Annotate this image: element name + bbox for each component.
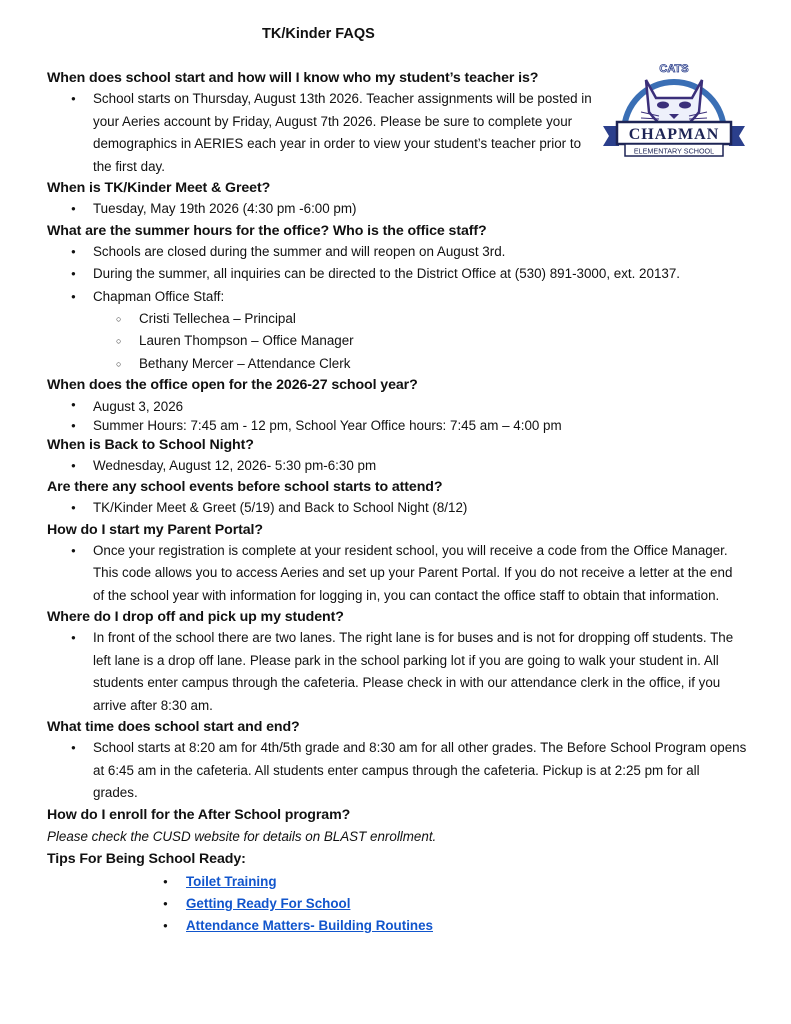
faq-answer-bullet: ● August 3, 2026 bbox=[47, 395, 747, 416]
faq-question: Tips For Being School Ready: bbox=[47, 850, 246, 867]
faq-answer-bullet: ● School starts on Thursday, August 13th 2026. Teacher assignments will be posted in your Aeries account by Friday, August 7th 2026. Please be sure to complete your demographics in AERIES each year in order to view your student’s teacher prior to the first day. bbox=[47, 88, 603, 178]
faq-answer-bullet: ● Schools are closed during the summer and will reopen on August 3rd. bbox=[47, 241, 747, 264]
faq-content bbox=[47, 68, 747, 937]
faq-question: When is Back to School Night? bbox=[47, 436, 254, 453]
faq-question: When is TK/Kinder Meet & Greet? bbox=[47, 180, 271, 196]
faq-question: Are there any school events before school starts to attend? bbox=[47, 479, 443, 496]
faq-answer-bullet: ● Summer Hours: 7:45 am - 12 pm, School Year Office hours: 7:45 am – 4:00 pm bbox=[47, 416, 747, 435]
faq-section-school-start bbox=[47, 68, 747, 178]
staff-member: ○ Bethany Mercer – Attendance Clerk bbox=[47, 353, 747, 375]
faq-section-meet-greet bbox=[47, 178, 747, 221]
faq-section-after-school bbox=[47, 805, 747, 849]
faq-section-summer-hours bbox=[47, 221, 747, 375]
faq-section-parent-portal bbox=[47, 520, 747, 608]
faq-question: When does school start and how will I know who my student’s teacher is? bbox=[47, 70, 539, 86]
faq-question: What time does school start and end? bbox=[47, 719, 300, 736]
faq-answer-bullet: ● Wednesday, August 12, 2026- 5:30 pm-6:30 pm bbox=[47, 455, 747, 478]
faq-section-events bbox=[47, 477, 747, 520]
faq-question: What are the summer hours for the office? Who is the office staff? bbox=[47, 222, 487, 239]
document-title: TK/Kinder FAQS bbox=[262, 26, 375, 42]
tips-list-item bbox=[47, 893, 747, 915]
staff-member: ○ Lauren Thompson – Office Manager bbox=[47, 330, 747, 352]
faq-question: When does the office open for the 2026-27 school year? bbox=[47, 376, 418, 393]
link-attendance-matters[interactable]: Attendance Matters- Building Routines bbox=[186, 917, 433, 933]
faq-section-tips bbox=[47, 849, 747, 937]
staff-member: ○ Cristi Tellechea – Principal bbox=[47, 308, 747, 330]
logo-cats-text: CATS bbox=[659, 63, 689, 75]
link-toilet-training[interactable]: Toilet Training bbox=[186, 873, 277, 889]
faq-answer-bullet: ● Tuesday, May 19th 2026 (4:30 pm -6:00 pm) bbox=[47, 198, 747, 221]
tips-list-item bbox=[47, 871, 747, 893]
faq-answer-bullet: ● School starts at 8:20 am for 4th/5th grade and 8:30 am for all other grades. The Before School Program opens at 6:45 am in the cafeteria. All students enter campus through the cafeteria. Pickup is at 2:25 pm for all grades. bbox=[47, 737, 747, 805]
faq-section-school-times bbox=[47, 717, 747, 805]
faq-question: How do I start my Parent Portal? bbox=[47, 521, 263, 538]
logo-subtitle-text: ELEMENTARY SCHOOL bbox=[633, 146, 715, 156]
faq-answer-bullet: ● During the summer, all inquiries can be directed to the District Office at (530) 891-3000, ext. 20137. bbox=[47, 263, 747, 286]
tips-links-list bbox=[47, 871, 747, 937]
logo-name-text: CHAPMAN bbox=[628, 126, 720, 143]
faq-answer-bullet: ● Chapman Office Staff: bbox=[47, 286, 747, 309]
faq-section-back-to-school bbox=[47, 435, 747, 478]
faq-question: How do I enroll for the After School program? bbox=[47, 806, 351, 823]
faq-answer-bullet: ● Once your registration is complete at your resident school, you will receive a code from the Office Manager. This code allows you to access Aeries and set up your Parent Portal. If you do not receive a letter at the end of the school year with information for logging in, you can contact the office staff to obtain that information. bbox=[47, 540, 747, 608]
after-school-note: Please check the CUSD website for details on BLAST enrollment. bbox=[47, 828, 437, 844]
faq-section-drop-off bbox=[47, 607, 747, 717]
faq-answer-bullet: ● TK/Kinder Meet & Greet (5/19) and Back to School Night (8/12) bbox=[47, 497, 747, 520]
link-getting-ready-for-school[interactable]: Getting Ready For School bbox=[186, 895, 351, 911]
faq-section-office-open bbox=[47, 375, 747, 435]
office-staff-list bbox=[47, 308, 747, 375]
faq-question: Where do I drop off and pick up my student? bbox=[47, 609, 344, 626]
tips-list-item bbox=[47, 915, 747, 937]
faq-answer-bullet: ● In front of the school there are two lanes. The right lane is for buses and is not for dropping off students. The left lane is a drop off lane. Please park in the school parking lot if you are going to walk your student in. All students enter campus through the cafeteria. Please check in with our attendance clerk in the office, if you arrive after 8:30 am. bbox=[47, 627, 747, 717]
